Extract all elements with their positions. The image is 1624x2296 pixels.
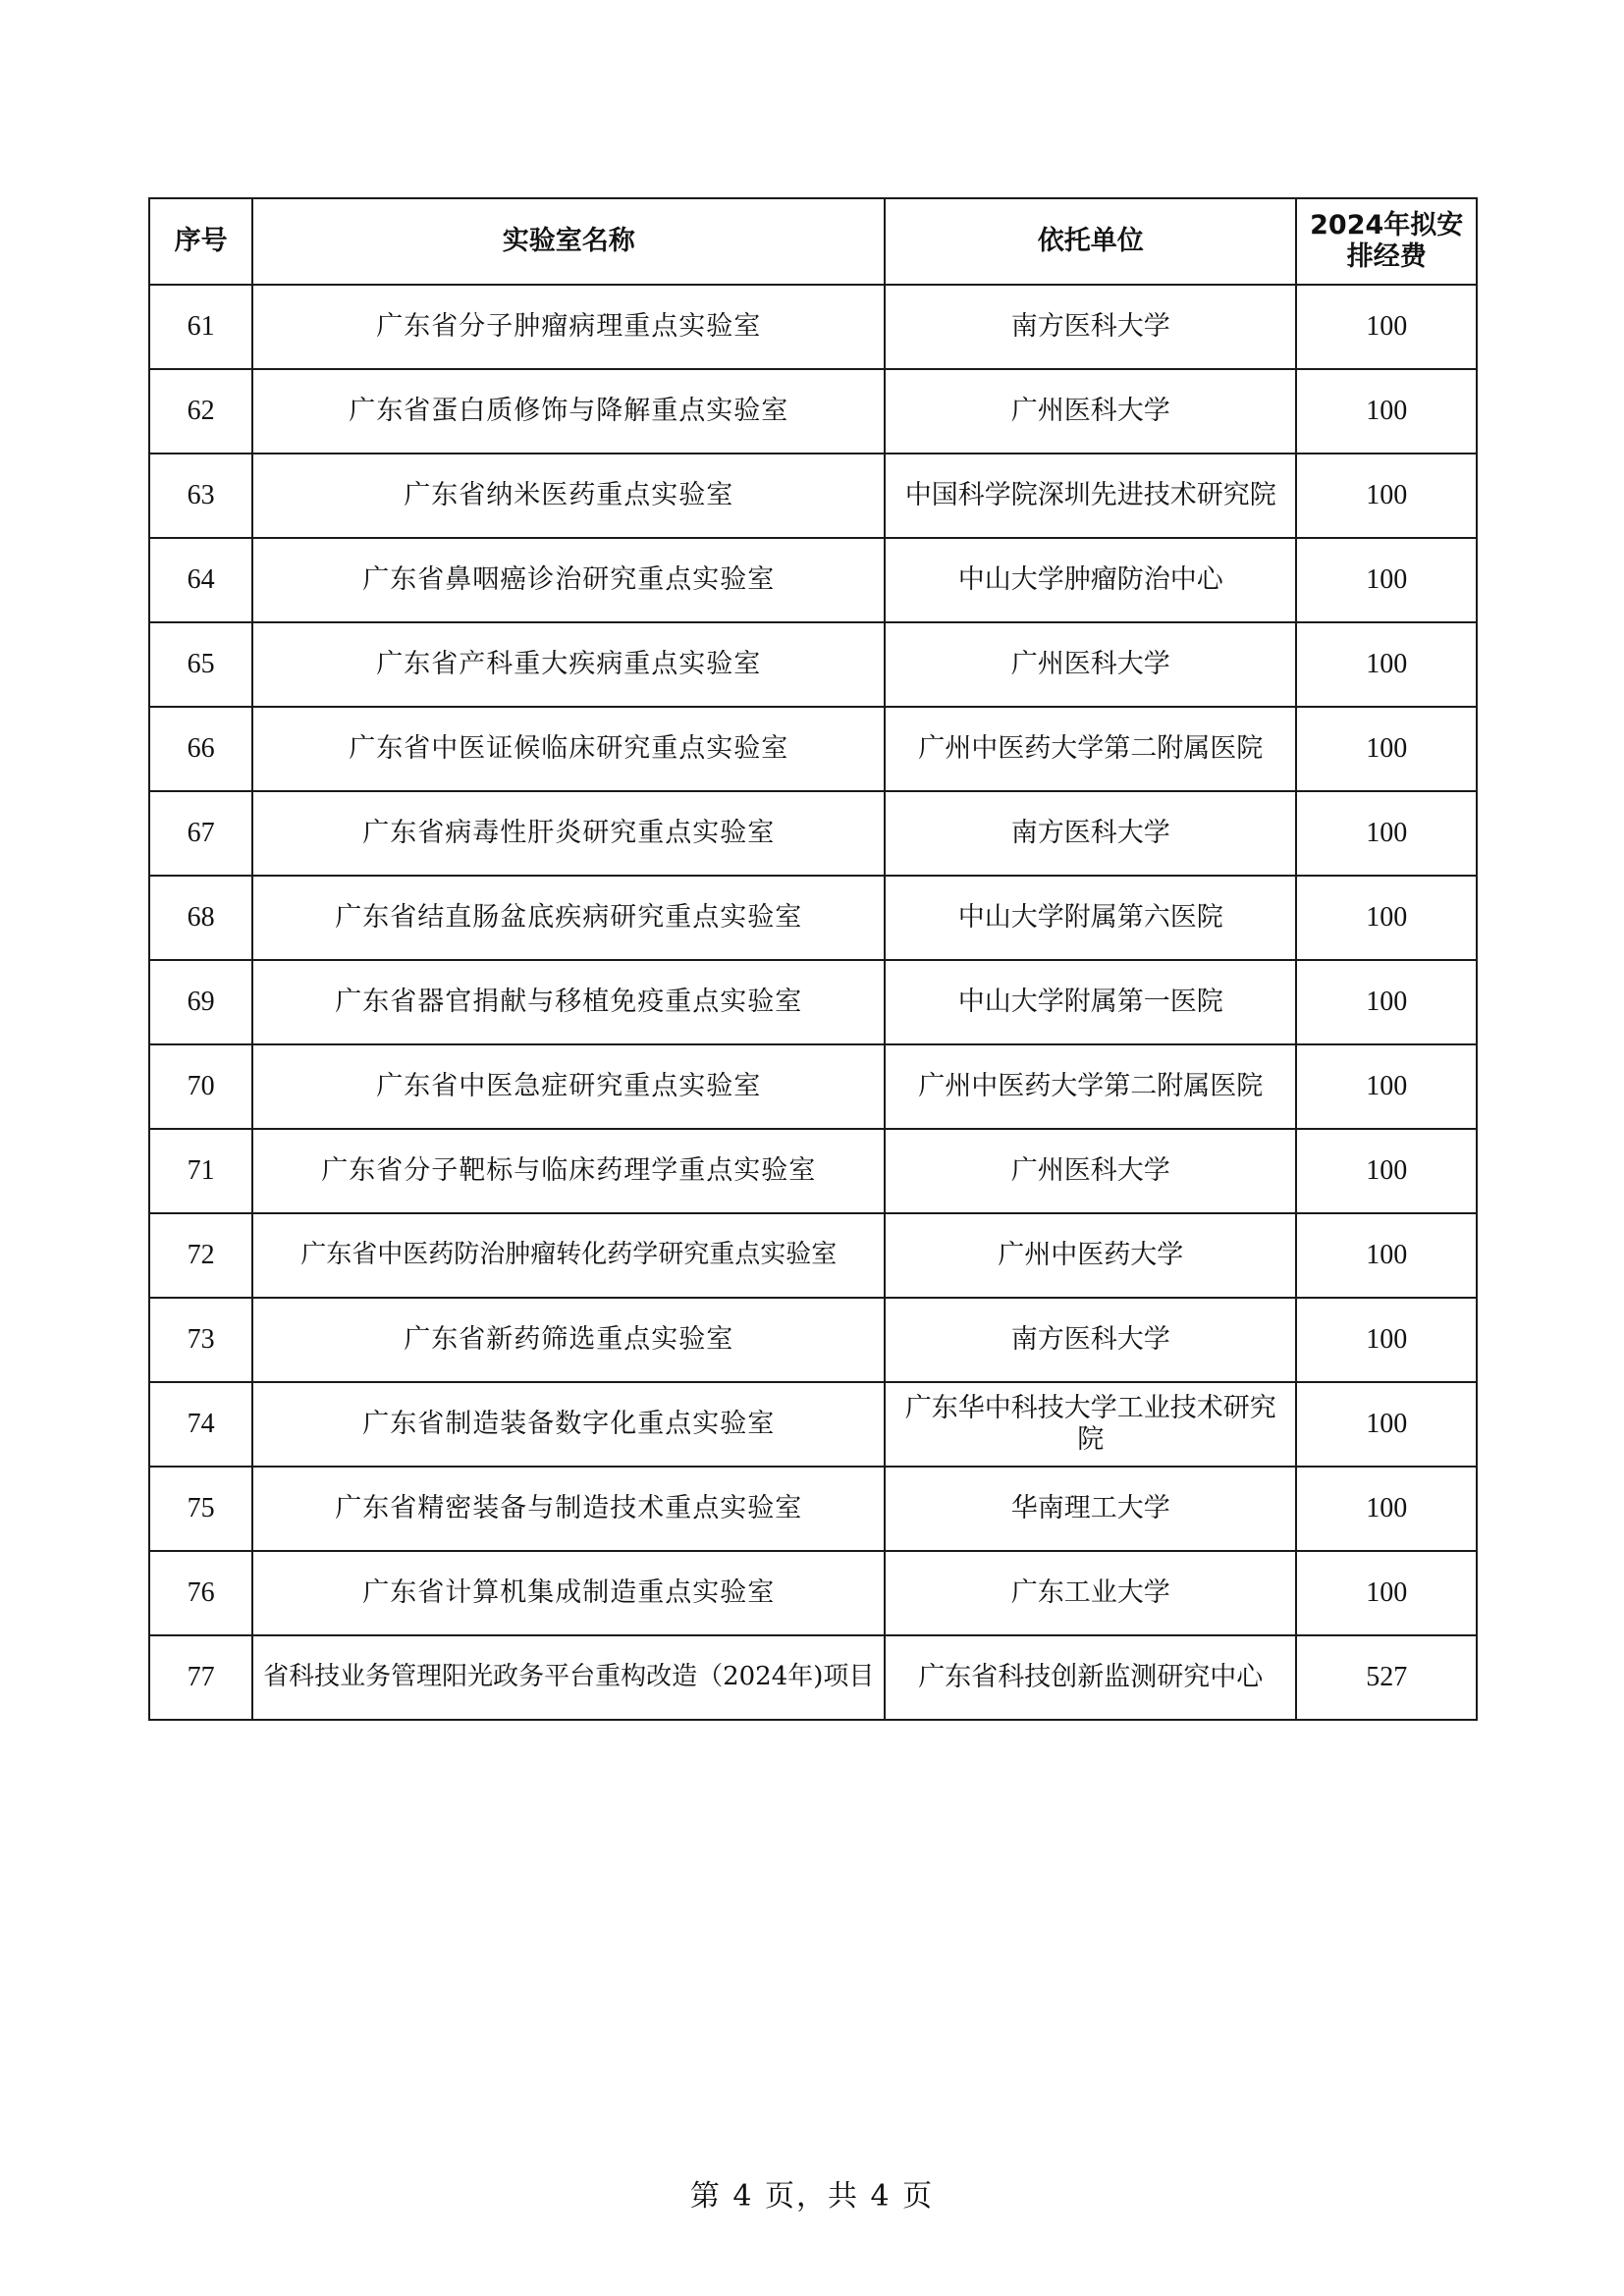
cell-lab-name: 广东省新药筛选重点实验室 <box>252 1298 885 1382</box>
cell-seq: 72 <box>149 1213 252 1298</box>
table-row <box>149 876 1477 960</box>
cell-lab-name: 广东省精密装备与制造技术重点实验室 <box>252 1467 885 1551</box>
cell-seq: 74 <box>149 1382 252 1467</box>
table-row <box>149 285 1477 369</box>
cell-lab-name: 广东省中医证候临床研究重点实验室 <box>252 707 885 791</box>
cell-funding: 100 <box>1296 1213 1477 1298</box>
cell-seq: 76 <box>149 1551 252 1635</box>
cell-funding: 100 <box>1296 707 1477 791</box>
cell-funding: 100 <box>1296 876 1477 960</box>
table-row <box>149 538 1477 622</box>
table-row <box>149 1382 1477 1467</box>
cell-seq: 77 <box>149 1635 252 1720</box>
table-row <box>149 1551 1477 1635</box>
lab-funding-table <box>148 197 1478 1721</box>
cell-funding: 100 <box>1296 791 1477 876</box>
cell-lab-name: 广东省计算机集成制造重点实验室 <box>252 1551 885 1635</box>
cell-host-unit: 广州医科大学 <box>885 369 1296 454</box>
page-number-footer: 第 4 页，共 4 页 <box>689 2179 935 2214</box>
cell-lab-name: 广东省产科重大疾病重点实验室 <box>252 622 885 707</box>
cell-lab-name: 省科技业务管理阳光政务平台重构改造（2024年)项目 <box>252 1635 885 1720</box>
cell-lab-name: 广东省中医急症研究重点实验室 <box>252 1044 885 1129</box>
cell-funding: 100 <box>1296 369 1477 454</box>
cell-lab-name: 广东省器官捐献与移植免疫重点实验室 <box>252 960 885 1044</box>
cell-host-unit: 广东工业大学 <box>885 1551 1296 1635</box>
cell-seq: 62 <box>149 369 252 454</box>
cell-host-unit: 中国科学院深圳先进技术研究院 <box>885 454 1296 538</box>
cell-host-unit: 广州中医药大学 <box>885 1213 1296 1298</box>
table-row <box>149 1129 1477 1213</box>
cell-seq: 65 <box>149 622 252 707</box>
cell-funding: 100 <box>1296 1467 1477 1551</box>
cell-seq: 73 <box>149 1298 252 1382</box>
cell-lab-name: 广东省病毒性肝炎研究重点实验室 <box>252 791 885 876</box>
cell-host-unit: 中山大学附属第一医院 <box>885 960 1296 1044</box>
cell-host-unit: 南方医科大学 <box>885 1298 1296 1382</box>
cell-seq: 75 <box>149 1467 252 1551</box>
table-row <box>149 1467 1477 1551</box>
cell-lab-name: 广东省纳米医药重点实验室 <box>252 454 885 538</box>
table-row <box>149 1635 1477 1720</box>
cell-seq: 68 <box>149 876 252 960</box>
cell-host-unit: 华南理工大学 <box>885 1467 1296 1551</box>
cell-funding: 100 <box>1296 538 1477 622</box>
table-row <box>149 369 1477 454</box>
cell-seq: 71 <box>149 1129 252 1213</box>
cell-lab-name: 广东省制造装备数字化重点实验室 <box>252 1382 885 1467</box>
cell-lab-name: 广东省蛋白质修饰与降解重点实验室 <box>252 369 885 454</box>
cell-host-unit: 广州医科大学 <box>885 622 1296 707</box>
table-row <box>149 454 1477 538</box>
cell-funding: 527 <box>1296 1635 1477 1720</box>
cell-host-unit: 广东华中科技大学工业技术研究院 <box>885 1382 1296 1467</box>
cell-funding: 100 <box>1296 1298 1477 1382</box>
table-row <box>149 707 1477 791</box>
cell-host-unit: 中山大学附属第六医院 <box>885 876 1296 960</box>
cell-funding: 100 <box>1296 285 1477 369</box>
cell-lab-name: 广东省分子肿瘤病理重点实验室 <box>252 285 885 369</box>
cell-seq: 64 <box>149 538 252 622</box>
header-host-unit: 依托单位 <box>885 198 1296 285</box>
table-header-row <box>149 198 1477 285</box>
cell-host-unit: 广东省科技创新监测研究中心 <box>885 1635 1296 1720</box>
table-row <box>149 791 1477 876</box>
cell-host-unit: 广州医科大学 <box>885 1129 1296 1213</box>
cell-seq: 67 <box>149 791 252 876</box>
cell-lab-name: 广东省分子靶标与临床药理学重点实验室 <box>252 1129 885 1213</box>
cell-funding: 100 <box>1296 622 1477 707</box>
cell-seq: 70 <box>149 1044 252 1129</box>
header-seq: 序号 <box>149 198 252 285</box>
cell-seq: 69 <box>149 960 252 1044</box>
cell-host-unit: 广州中医药大学第二附属医院 <box>885 1044 1296 1129</box>
cell-lab-name: 广东省中医药防治肿瘤转化药学研究重点实验室 <box>252 1213 885 1298</box>
cell-funding: 100 <box>1296 1382 1477 1467</box>
cell-funding: 100 <box>1296 960 1477 1044</box>
cell-lab-name: 广东省鼻咽癌诊治研究重点实验室 <box>252 538 885 622</box>
table-row <box>149 1298 1477 1382</box>
table-row <box>149 1213 1477 1298</box>
table-row <box>149 960 1477 1044</box>
table-row <box>149 1044 1477 1129</box>
cell-seq: 61 <box>149 285 252 369</box>
cell-host-unit: 南方医科大学 <box>885 285 1296 369</box>
cell-host-unit: 南方医科大学 <box>885 791 1296 876</box>
cell-lab-name: 广东省结直肠盆底疾病研究重点实验室 <box>252 876 885 960</box>
header-funding: 2024年拟安排经费 <box>1296 198 1477 285</box>
header-lab-name: 实验室名称 <box>252 198 885 285</box>
cell-seq: 66 <box>149 707 252 791</box>
cell-seq: 63 <box>149 454 252 538</box>
table-row <box>149 622 1477 707</box>
cell-funding: 100 <box>1296 454 1477 538</box>
cell-funding: 100 <box>1296 1551 1477 1635</box>
cell-host-unit: 广州中医药大学第二附属医院 <box>885 707 1296 791</box>
cell-host-unit: 中山大学肿瘤防治中心 <box>885 538 1296 622</box>
cell-funding: 100 <box>1296 1044 1477 1129</box>
cell-funding: 100 <box>1296 1129 1477 1213</box>
